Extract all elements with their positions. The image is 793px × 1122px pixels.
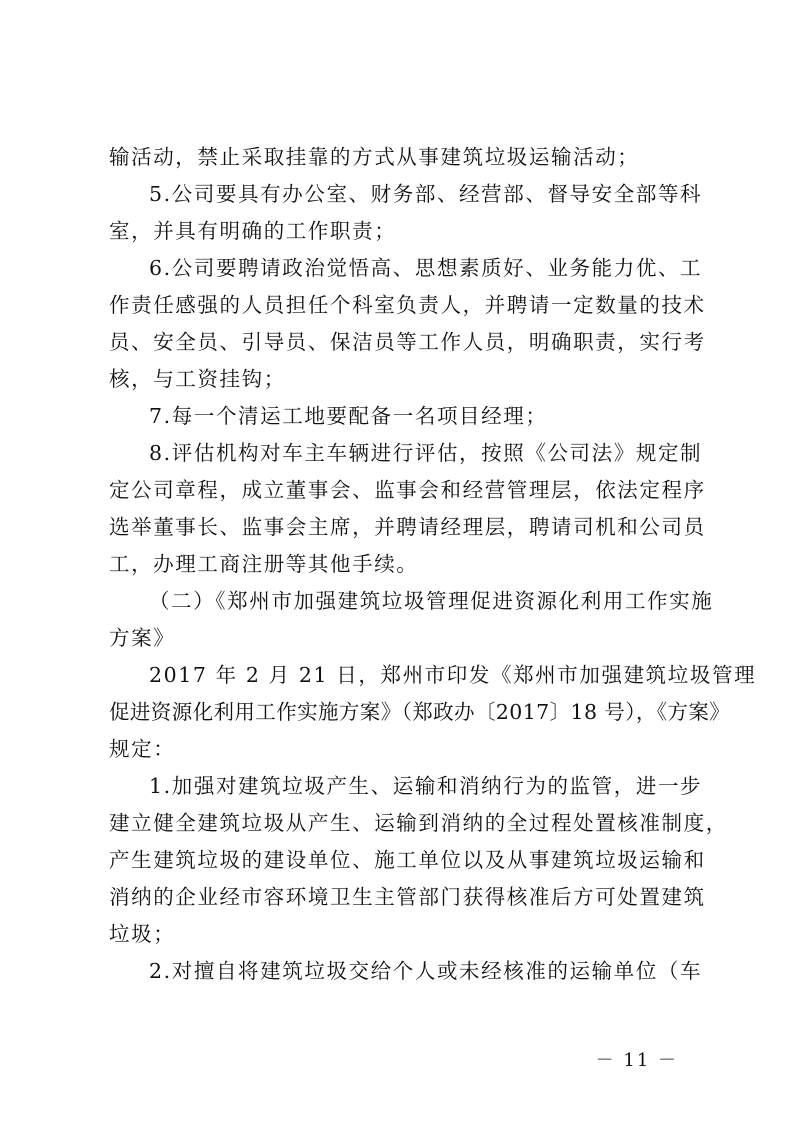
text-line: 建立健全建筑垃圾从产生、运输到消纳的全过程处置核准制度， bbox=[109, 811, 728, 835]
text-line: 作责任感强的人员担任个科室负责人，并聘请一定数量的技术 bbox=[109, 293, 706, 317]
section-heading-line: 方案》 bbox=[109, 626, 176, 650]
text-line: 促进资源化利用工作实施方案》（郑政办〔2017〕18 号），《方案》 bbox=[109, 700, 731, 724]
text-line: 工，办理工商注册等其他手续。 bbox=[109, 552, 419, 576]
text-line: 5.公司要具有办公室、财务部、经营部、督导安全部等科 bbox=[149, 182, 703, 206]
text-line: 员、安全员、引导员、保洁员等工作人员，明确职责，实行考 bbox=[109, 330, 706, 354]
text-line: 垃圾； bbox=[109, 922, 176, 946]
text-line: 2.对擅自将建筑垃圾交给个人或未经核准的运输单位（车 bbox=[149, 959, 703, 983]
section-heading-line: （二）《郑州市加强建筑垃圾管理促进资源化利用工作实施 bbox=[149, 589, 714, 613]
text-line: 消纳的企业经市容环境卫生主管部门获得核准后方可处置建筑 bbox=[109, 885, 706, 909]
text-line: 1.加强对建筑垃圾产生、运输和消纳行为的监管，进一步 bbox=[149, 774, 703, 798]
page-number: － 11 － bbox=[595, 1050, 678, 1071]
text-line: 选举董事长、监事会主席，并聘请经理层，聘请司机和公司员 bbox=[109, 515, 706, 539]
text-line: 室，并具有明确的工作职责； bbox=[109, 219, 397, 243]
text-line: 6.公司要聘请政治觉悟高、思想素质好、业务能力优、工 bbox=[149, 256, 703, 280]
text-line: 输活动，禁止采取挂靠的方式从事建筑垃圾运输活动； bbox=[109, 145, 640, 169]
text-line: 定公司章程，成立董事会、监事会和经营管理层，依法定程序 bbox=[109, 478, 706, 502]
text-line: 核，与工资挂钩； bbox=[109, 367, 286, 391]
text-line: 规定： bbox=[109, 737, 176, 761]
text-line: 8.评估机构对车主车辆进行评估，按照《公司法》规定制 bbox=[149, 441, 703, 465]
text-line: 7.每一个清运工地要配备一名项目经理； bbox=[149, 404, 548, 428]
text-line: 产生建筑垃圾的建设单位、施工单位以及从事建筑垃圾运输和 bbox=[109, 848, 706, 872]
text-line: 2017 年 2 月 21 日，郑州市印发《郑州市加强建筑垃圾管理 bbox=[149, 663, 757, 687]
